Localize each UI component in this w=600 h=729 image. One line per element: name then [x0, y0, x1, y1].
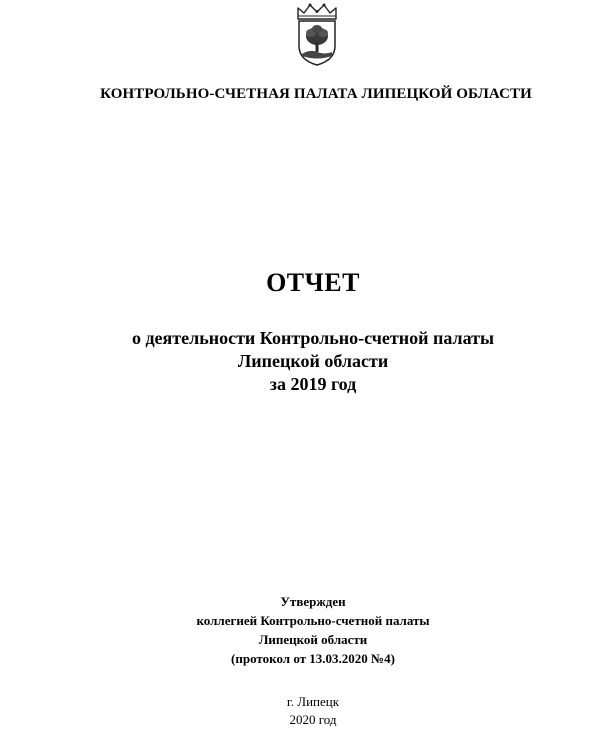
approval-line: коллегией Контрольно-счетной палаты	[196, 613, 430, 628]
subtitle-line: за 2019 год	[269, 374, 357, 394]
footer-year: 2020 год	[289, 712, 337, 727]
approval-line: Липецкой области	[258, 632, 368, 647]
subtitle-line: Липецкой области	[237, 351, 389, 371]
organization-name: КОНТРОЛЬНО-СЧЕТНАЯ ПАЛАТА ЛИПЕЦКОЙ ОБЛАСТИ	[100, 86, 532, 102]
report-title: ОТЧЕТ	[266, 268, 360, 297]
approval-line: (протокол от 13.03.2020 №4)	[231, 651, 395, 666]
subtitle-line: о деятельности Контрольно-счетной палаты	[131, 328, 495, 348]
footer-block	[0, 693, 600, 729]
approval-line: Утвержден	[280, 594, 346, 609]
report-subtitle	[0, 327, 600, 396]
lipetsk-coat-of-arms-icon	[292, 2, 342, 68]
footer-city: г. Липецк	[286, 694, 340, 709]
approval-block	[0, 592, 600, 668]
